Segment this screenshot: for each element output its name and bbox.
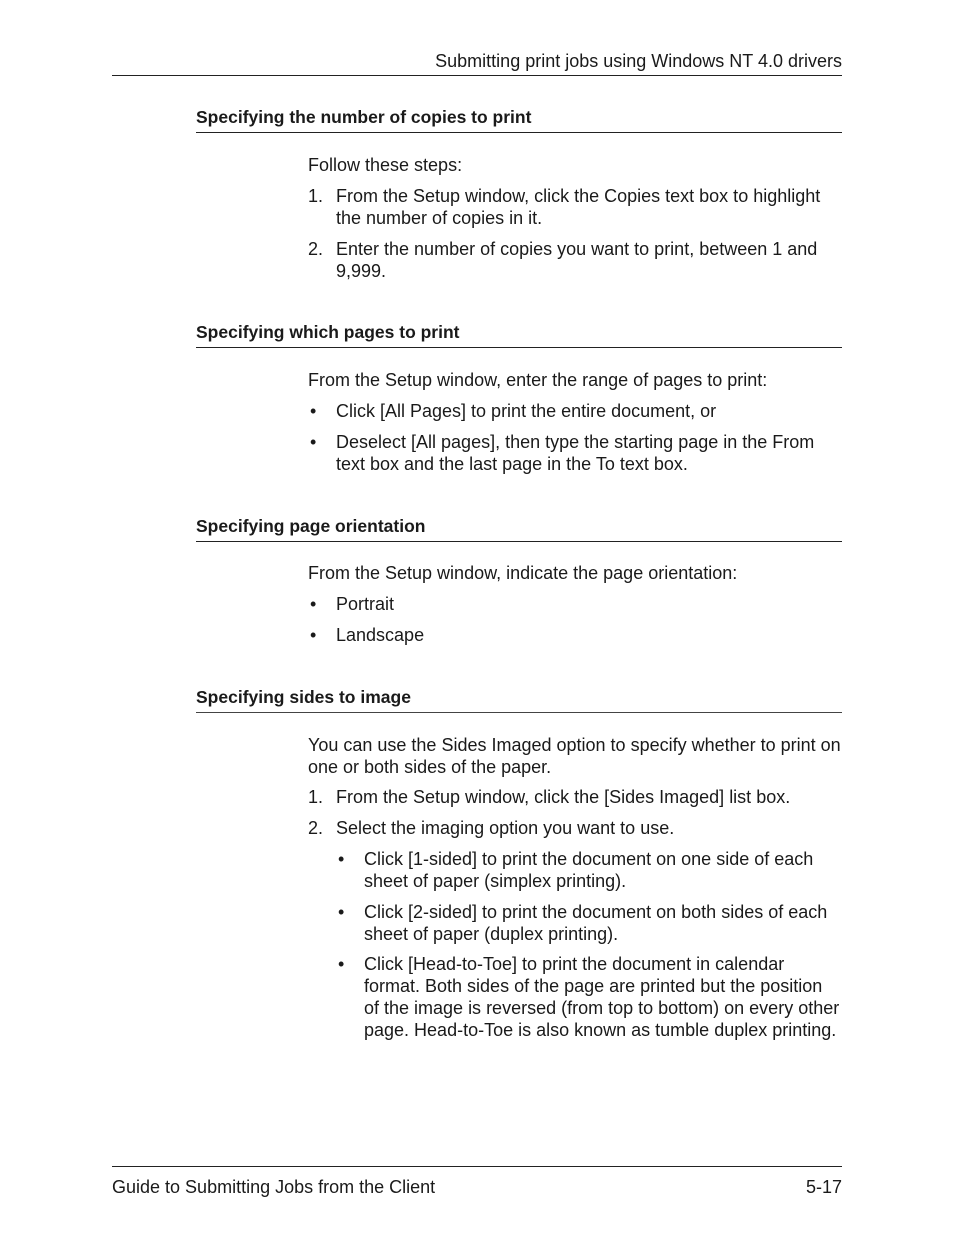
list-item-text: Enter the number of copies you want to print, between 1 and 9,999.	[336, 239, 818, 281]
sub-list-item-text: Click [Head-to-Toe] to print the document in calendar format. Both sides of the page are printed but the position of the image is reversed (from top to bottom) on every other page. Head-to-Toe is also known as tumble duplex printing.	[364, 954, 840, 1040]
section-intro-pages: From the Setup window, enter the range of pages to print:	[308, 370, 768, 390]
list-marker: 1.	[308, 787, 324, 807]
section-intro-copies: Follow these steps:	[308, 155, 463, 175]
section-heading-sides: Specifying sides to image	[196, 686, 842, 713]
list-item-text: Portrait	[336, 594, 395, 614]
section-heading-copies: Specifying the number of copies to print	[196, 106, 842, 133]
list-item-text: From the Setup window, click the Copies text box to highlight the number of copies in it.	[336, 186, 821, 228]
list-marker: 2.	[308, 818, 324, 838]
header-rule	[112, 75, 842, 76]
list-marker: 1.	[308, 186, 324, 206]
list-item-text: Select the imaging option you want to use.	[336, 818, 675, 838]
sub-list-item-text: Click [2-sided] to print the document on both sides of each sheet of paper (duplex printing).	[364, 902, 828, 944]
bullet-marker: •	[310, 594, 317, 614]
section-heading-orientation: Specifying page orientation	[196, 515, 842, 542]
footer-rule	[112, 1166, 842, 1167]
sub-list-item-text: Click [1-sided] to print the document on one side of each sheet of paper (simplex printing).	[364, 849, 814, 891]
bullet-marker: •	[310, 401, 317, 421]
section-intro-sides: You can use the Sides Imaged option to specify whether to print on one or both sides of the paper.	[308, 735, 841, 777]
bullet-marker: •	[310, 432, 317, 452]
list-item-text: Landscape	[336, 625, 425, 645]
list-item-text: Deselect [All pages], then type the starting page in the From text box and the last page in the To text box.	[336, 432, 815, 474]
footer-guide-title: Guide to Submitting Jobs from the Client	[112, 1177, 436, 1197]
list-item-text: Click [All Pages] to print the entire document, or	[336, 401, 717, 421]
page-number: 5-17	[805, 1177, 842, 1197]
bullet-marker: •	[338, 849, 345, 869]
section-heading-pages: Specifying which pages to print	[196, 321, 842, 348]
bullet-marker: •	[338, 954, 345, 974]
list-item-text: From the Setup window, click the [Sides Imaged] list box.	[336, 787, 791, 807]
section-intro-orientation: From the Setup window, indicate the page orientation:	[308, 563, 738, 583]
bullet-marker: •	[310, 625, 317, 645]
bullet-marker: •	[338, 902, 345, 922]
running-header: Submitting print jobs using Windows NT 4.0 drivers	[435, 51, 842, 71]
list-marker: 2.	[308, 239, 324, 259]
